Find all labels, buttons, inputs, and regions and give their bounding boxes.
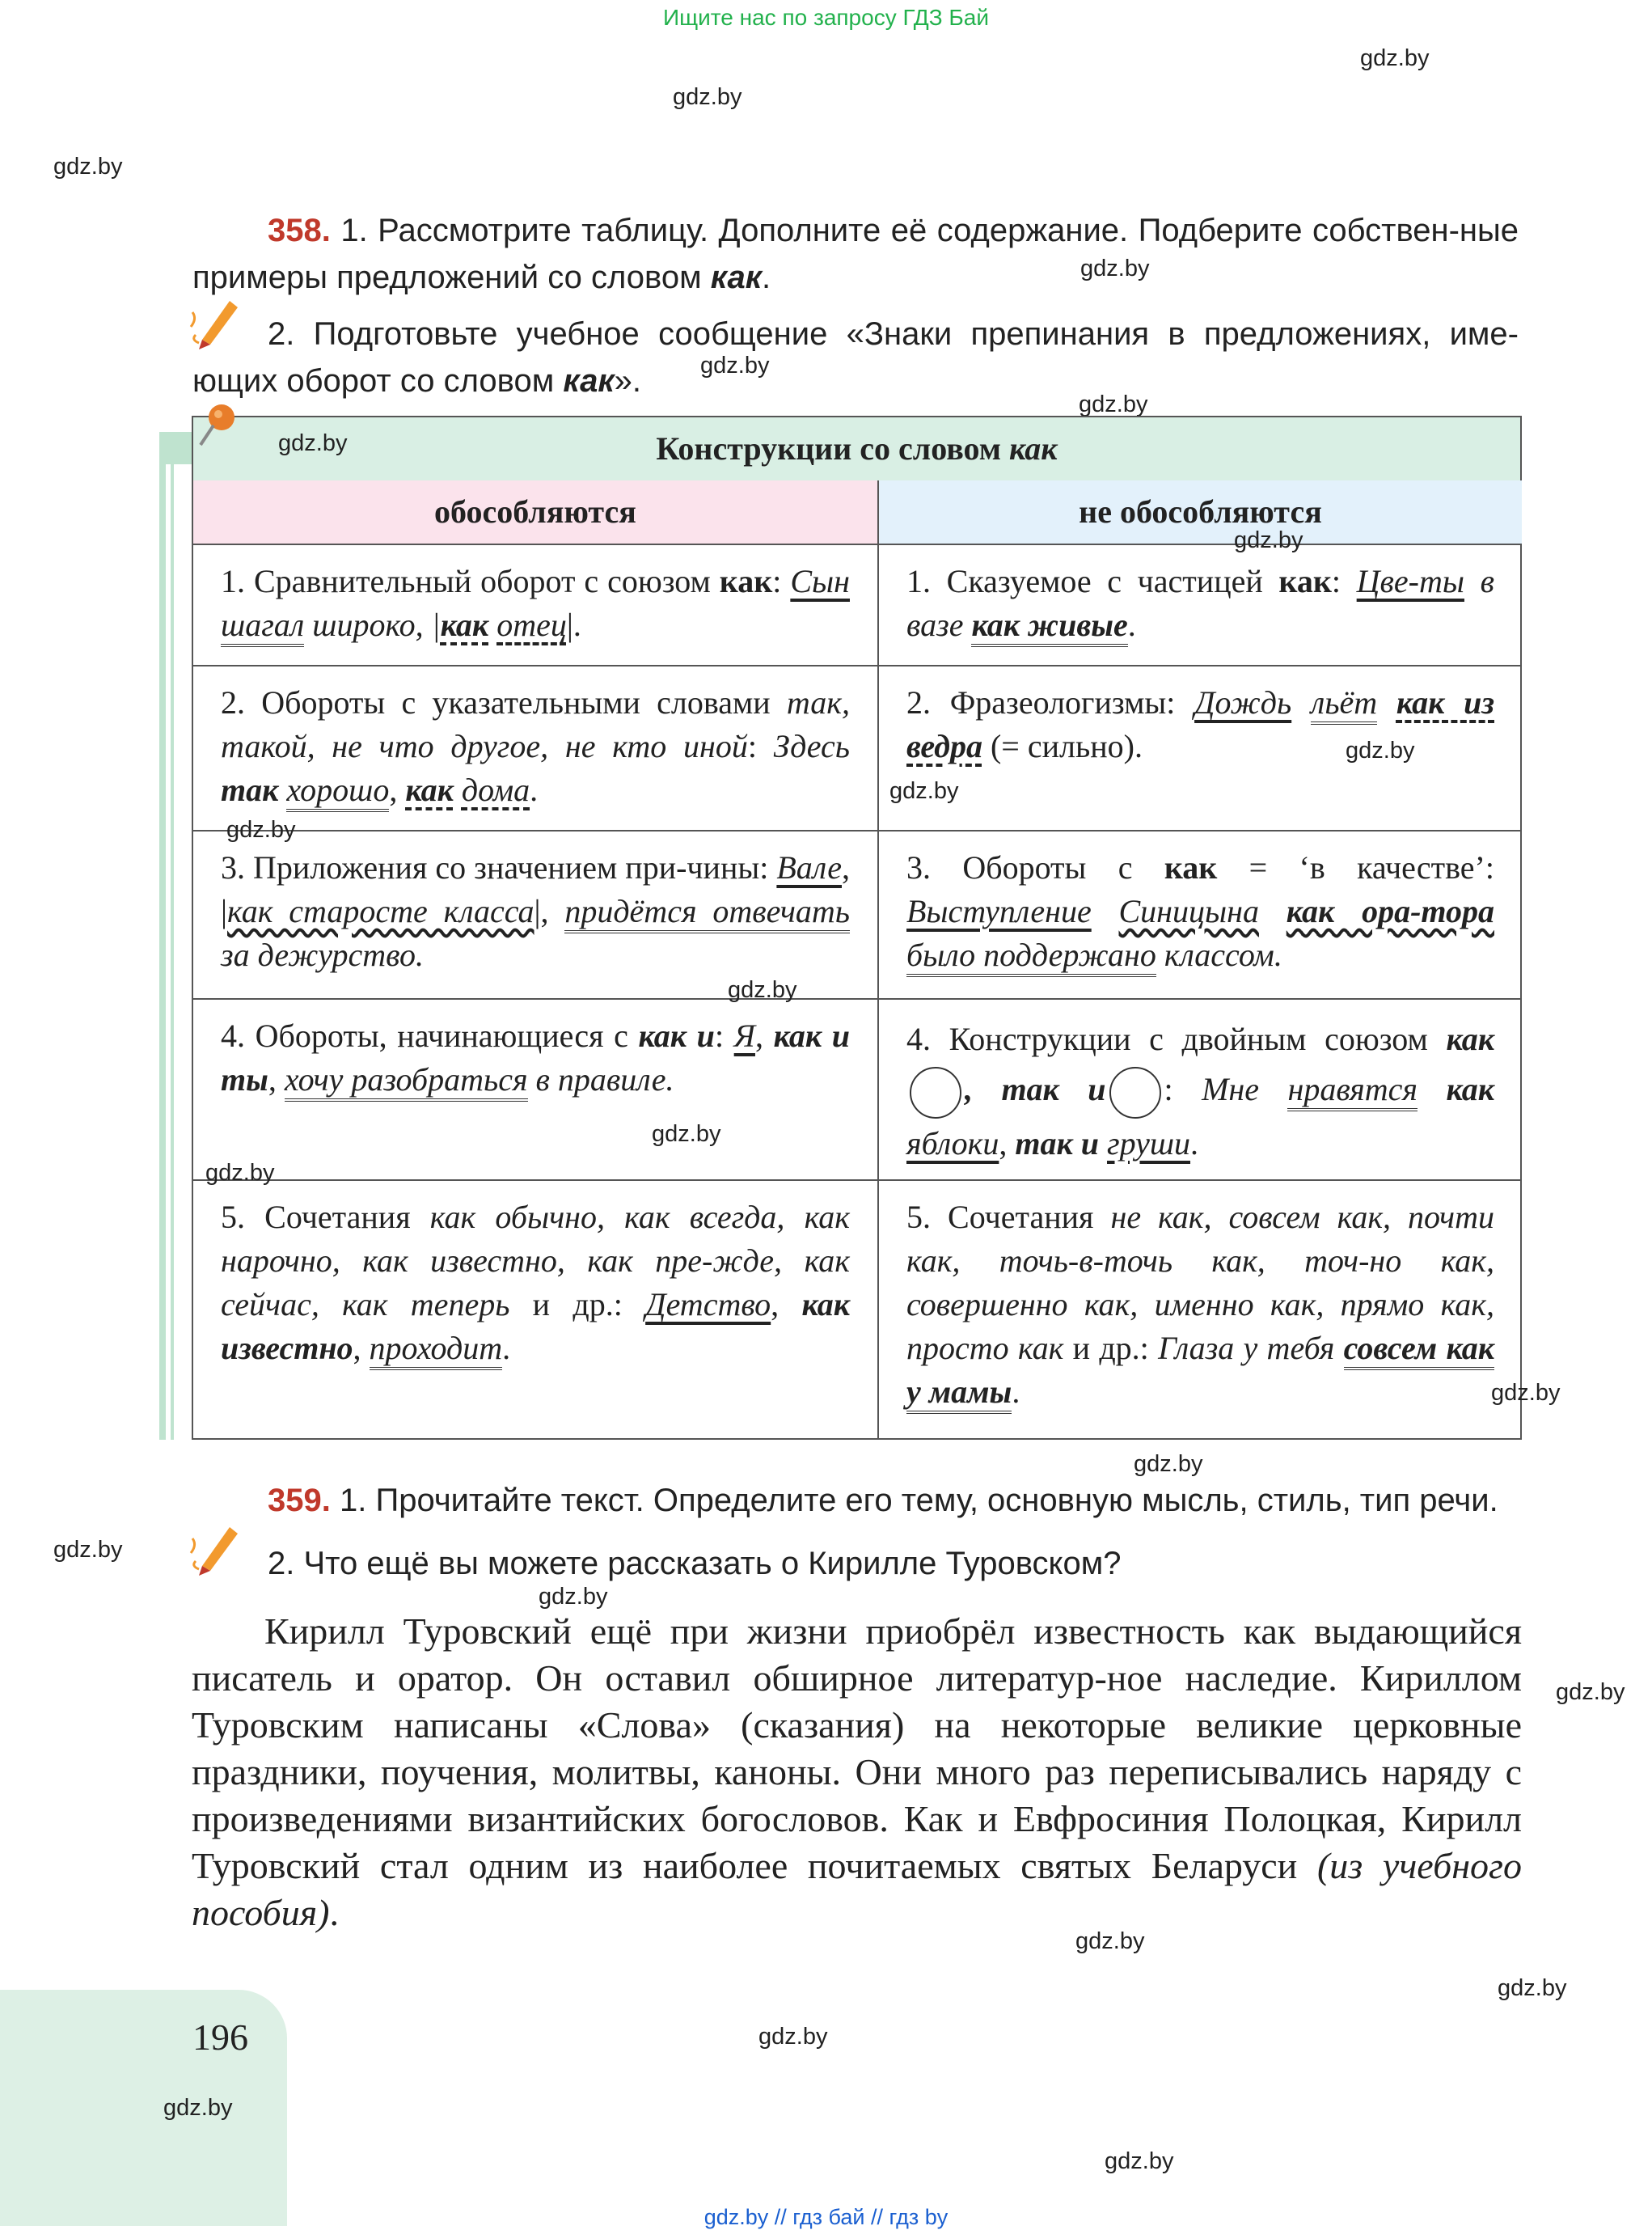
predicate-word: нравятся [1287, 1071, 1418, 1111]
cell-text: , [771, 1286, 802, 1322]
watermark: gdz.by [1234, 527, 1303, 553]
cell-text [1377, 684, 1396, 721]
watermark: gdz.by [163, 2095, 233, 2121]
footer-links[interactable]: gdz.by // гдз бай // гдз by [703, 2205, 949, 2229]
subject-word: яблоки [906, 1124, 999, 1162]
circumstance-word: отец [496, 607, 567, 643]
table-cell [879, 831, 1522, 1000]
table-title-text: Конструкции со словом [656, 430, 1010, 467]
task-text: 1. Прочитайте текст. Определите его тему, основную мысль, стиль, тип речи. [339, 1483, 1498, 1518]
cell-text: : [772, 563, 791, 599]
cell-text: , [389, 772, 406, 808]
watermark: gdz.by [1079, 391, 1148, 417]
cell-text: , [754, 1018, 774, 1054]
cell-text: . [530, 772, 539, 808]
table-cell [193, 1000, 879, 1181]
cell-text: : [1164, 1071, 1202, 1107]
cell-keyword: , так и [965, 1071, 1106, 1107]
predicate-word: совсем как у мамы [906, 1330, 1494, 1414]
cell-text [454, 772, 462, 808]
reading-text-end: . [329, 1892, 340, 1933]
cell-keyword: так и [1015, 1124, 1099, 1162]
task-358-part1 [192, 207, 1519, 301]
task-text-end: . [761, 260, 771, 295]
cell-text: . [502, 1330, 511, 1366]
cell-keyword: как [1446, 1021, 1494, 1057]
watermark: gdz.by [728, 977, 797, 1003]
cell-keyword: как [440, 607, 489, 643]
watermark: gdz.by [53, 154, 123, 180]
cell-text: 2. Фразеологизмы: [906, 684, 1195, 721]
watermark: gdz.by [226, 817, 296, 843]
table-cell [879, 1181, 1522, 1440]
cell-text: (= сильно). [982, 728, 1143, 764]
subject-word: Дождь [1194, 684, 1292, 721]
watermark: gdz.by [1075, 1928, 1145, 1954]
cell-italic: как обычно, как всегда, как нарочно, как известно, как пре-жде, как сейчас, как теперь [221, 1199, 851, 1322]
cell-text: 2. Обороты с указательными словами [221, 684, 787, 721]
subject-word: Цве-ты [1356, 563, 1464, 599]
cell-text: в правиле. [527, 1061, 674, 1098]
predicate-word: хорошо [286, 772, 389, 812]
cell-text: за дежурство. [221, 937, 424, 973]
table-cell [193, 666, 879, 831]
top-banner[interactable]: Ищите нас по запросу ГДЗ Бай [662, 5, 990, 30]
watermark: gdz.by [673, 84, 742, 110]
watermark: gdz.by [278, 430, 348, 456]
cell-text: , [353, 1330, 370, 1366]
reading-text-source: (из учебного пособия) [192, 1845, 1522, 1933]
column-header-separated: обособляются [193, 480, 879, 545]
watermark: gdz.by [1134, 1451, 1203, 1477]
watermark: gdz.by [1498, 1975, 1567, 2001]
cell-text: 5. Сочетания [906, 1199, 1111, 1235]
watermark: gdz.by [1080, 256, 1150, 281]
page-number: 196 [192, 2016, 248, 2058]
cell-keyword: как [1278, 563, 1332, 599]
watermark: gdz.by [758, 2024, 828, 2050]
cell-text [1092, 893, 1119, 929]
task-text: 1. Рассмотрите таблицу. Дополните её содержание. Подберите собствен-ные примеры предложений со словом [192, 213, 1519, 295]
cell-text: 5. Сочетания [221, 1199, 430, 1235]
table-cell [879, 1000, 1522, 1181]
cell-text: : [1331, 563, 1357, 599]
cell-keyword: как известно [221, 1286, 851, 1366]
cell-text: Мне [1202, 1071, 1288, 1107]
task-text-end: ». [614, 363, 641, 399]
cell-text: Здесь [773, 728, 850, 764]
predicate-word: проходит [370, 1330, 503, 1370]
cell-text: 3. Приложения со значением при-чины: [221, 849, 777, 886]
apposition: как старосте класса [227, 893, 534, 929]
watermark: gdz.by [1491, 1380, 1561, 1406]
cell-text: . [1012, 1373, 1020, 1410]
predicate-word: шагал [221, 607, 304, 647]
table-cell [193, 1181, 879, 1440]
task-359-part2 [192, 1540, 1519, 1587]
subject-word: Сын [790, 563, 850, 599]
cell-keyword: как [1164, 849, 1218, 886]
cell-text: , [268, 1061, 285, 1098]
task-359-part1 [192, 1477, 1519, 1524]
cell-text: 4. Конструкции с двойным союзом [906, 1021, 1447, 1057]
keyword: как [563, 363, 615, 399]
cell-text: |, [534, 893, 565, 929]
watermark: gdz.by [889, 778, 959, 804]
cell-text: и др.: [509, 1286, 646, 1322]
cell-text: 4. Обороты, начинающиеся с [221, 1018, 639, 1054]
cell-text: . [1127, 607, 1136, 643]
table-cell [879, 545, 1522, 666]
cell-keyword: как [1446, 1071, 1494, 1107]
cell-text: 1. Сказуемое с частицей [906, 563, 1279, 599]
cell-text: , [999, 1124, 1016, 1162]
predicate-word: как живые [971, 607, 1127, 647]
cell-keyword: как [405, 772, 454, 808]
predicate-word: придётся отвечать [564, 893, 850, 933]
cell-keyword: как и ты [221, 1018, 851, 1098]
subject-word: Детство [645, 1286, 771, 1322]
task-358-part2 [192, 311, 1519, 404]
task-number: 359. [268, 1483, 331, 1518]
table-title [193, 417, 1520, 482]
watermark: gdz.by [1346, 738, 1415, 764]
watermark: gdz.by [539, 1584, 608, 1610]
watermark: gdz.by [1556, 1679, 1625, 1705]
cell-text: : [747, 728, 774, 764]
cell-text [278, 772, 286, 808]
table-title-keyword: как [1009, 430, 1058, 467]
predicate-word: было поддержано [906, 937, 1156, 977]
cell-text [1099, 1125, 1107, 1162]
blank-circle [1109, 1067, 1161, 1119]
cell-text: 3. Обороты с [906, 849, 1164, 886]
cell-text: . [1190, 1124, 1199, 1162]
predicate-word: льёт [1311, 684, 1377, 725]
cell-keyword: как [719, 563, 773, 599]
table-cell [879, 666, 1522, 831]
column-header-not-separated: не обособляются [879, 480, 1522, 545]
task-text: 2. Подготовьте учебное сообщение «Знаки препинания в предложениях, име-ющих оборот со словом [192, 316, 1519, 399]
watermark: gdz.by [53, 1537, 123, 1563]
cell-text [1291, 684, 1311, 721]
cell-text: = ‘в качестве’: [1217, 849, 1494, 886]
blank-circle [910, 1067, 961, 1119]
table-side-strip [159, 416, 192, 1440]
predicate-word: хочу разобраться [285, 1061, 528, 1102]
watermark: gdz.by [652, 1121, 721, 1147]
cell-text: классом. [1156, 937, 1282, 973]
cell-keyword: так [221, 772, 279, 808]
cell-text: Глаза у тебя [1158, 1330, 1344, 1366]
attribute-phrase: как ора-тора [1286, 893, 1494, 929]
table-cell [193, 831, 879, 1000]
watermark: gdz.by [1360, 45, 1430, 71]
cell-italic: не как, совсем как, почти как, точь-в-точь как, точ-но как, совершенно как, именно как, прямо как, просто как [906, 1199, 1494, 1366]
subject-word: груши [1107, 1124, 1191, 1162]
constructions-table [192, 416, 1522, 1440]
task-number: 358. [268, 213, 331, 248]
pushpin-icon [189, 398, 246, 455]
reading-text-body: Кирилл Туровский ещё при жизни приобрёл известность как выдающийся писатель и оратор. Он оставил обширное литератур-ное наследие. Кириллом Туровским написаны «Слова» (сказания) на некоторые великие церковные праздники, поучения, молитвы, каноны. Они много раз переписывались наряду с произведениями византийских богословов. Как и Евфросиния Полоцкая, Кирилл Туровский стал одним из наиболее почитаемых святых Беларуси [192, 1610, 1522, 1886]
cell-keyword: как и [638, 1018, 715, 1054]
watermark: gdz.by [205, 1160, 275, 1186]
table-cell [193, 545, 879, 666]
attribute-word: Синицына [1118, 893, 1259, 929]
cell-text: широко, | [304, 607, 441, 643]
keyword: как [710, 260, 762, 295]
cell-text: |. [566, 607, 581, 643]
cell-text: , | [221, 849, 850, 929]
cell-text [1259, 893, 1287, 929]
cell-italic: так, такой, не что другое, не кто иной [221, 684, 850, 764]
task-text: 2. Что ещё вы можете рассказать о Кирилле Туровском? [268, 1546, 1122, 1581]
watermark: gdz.by [700, 353, 770, 379]
cell-text [1418, 1071, 1446, 1107]
cell-text: и др.: [1063, 1330, 1159, 1366]
subject-word: Выступление [906, 893, 1092, 929]
cell-text [488, 607, 496, 643]
cell-text: : [714, 1018, 734, 1054]
subject-word: Я [733, 1018, 755, 1054]
cell-text: 1. Сравнительный оборот с союзом [221, 563, 720, 599]
idiom: как из ведра [906, 684, 1495, 764]
circumstance-word: дома [461, 772, 530, 808]
cell-text: в вазе [906, 563, 1494, 643]
watermark: gdz.by [1105, 2148, 1174, 2174]
reading-text [192, 1608, 1522, 1936]
object-word: Вале [776, 849, 842, 886]
